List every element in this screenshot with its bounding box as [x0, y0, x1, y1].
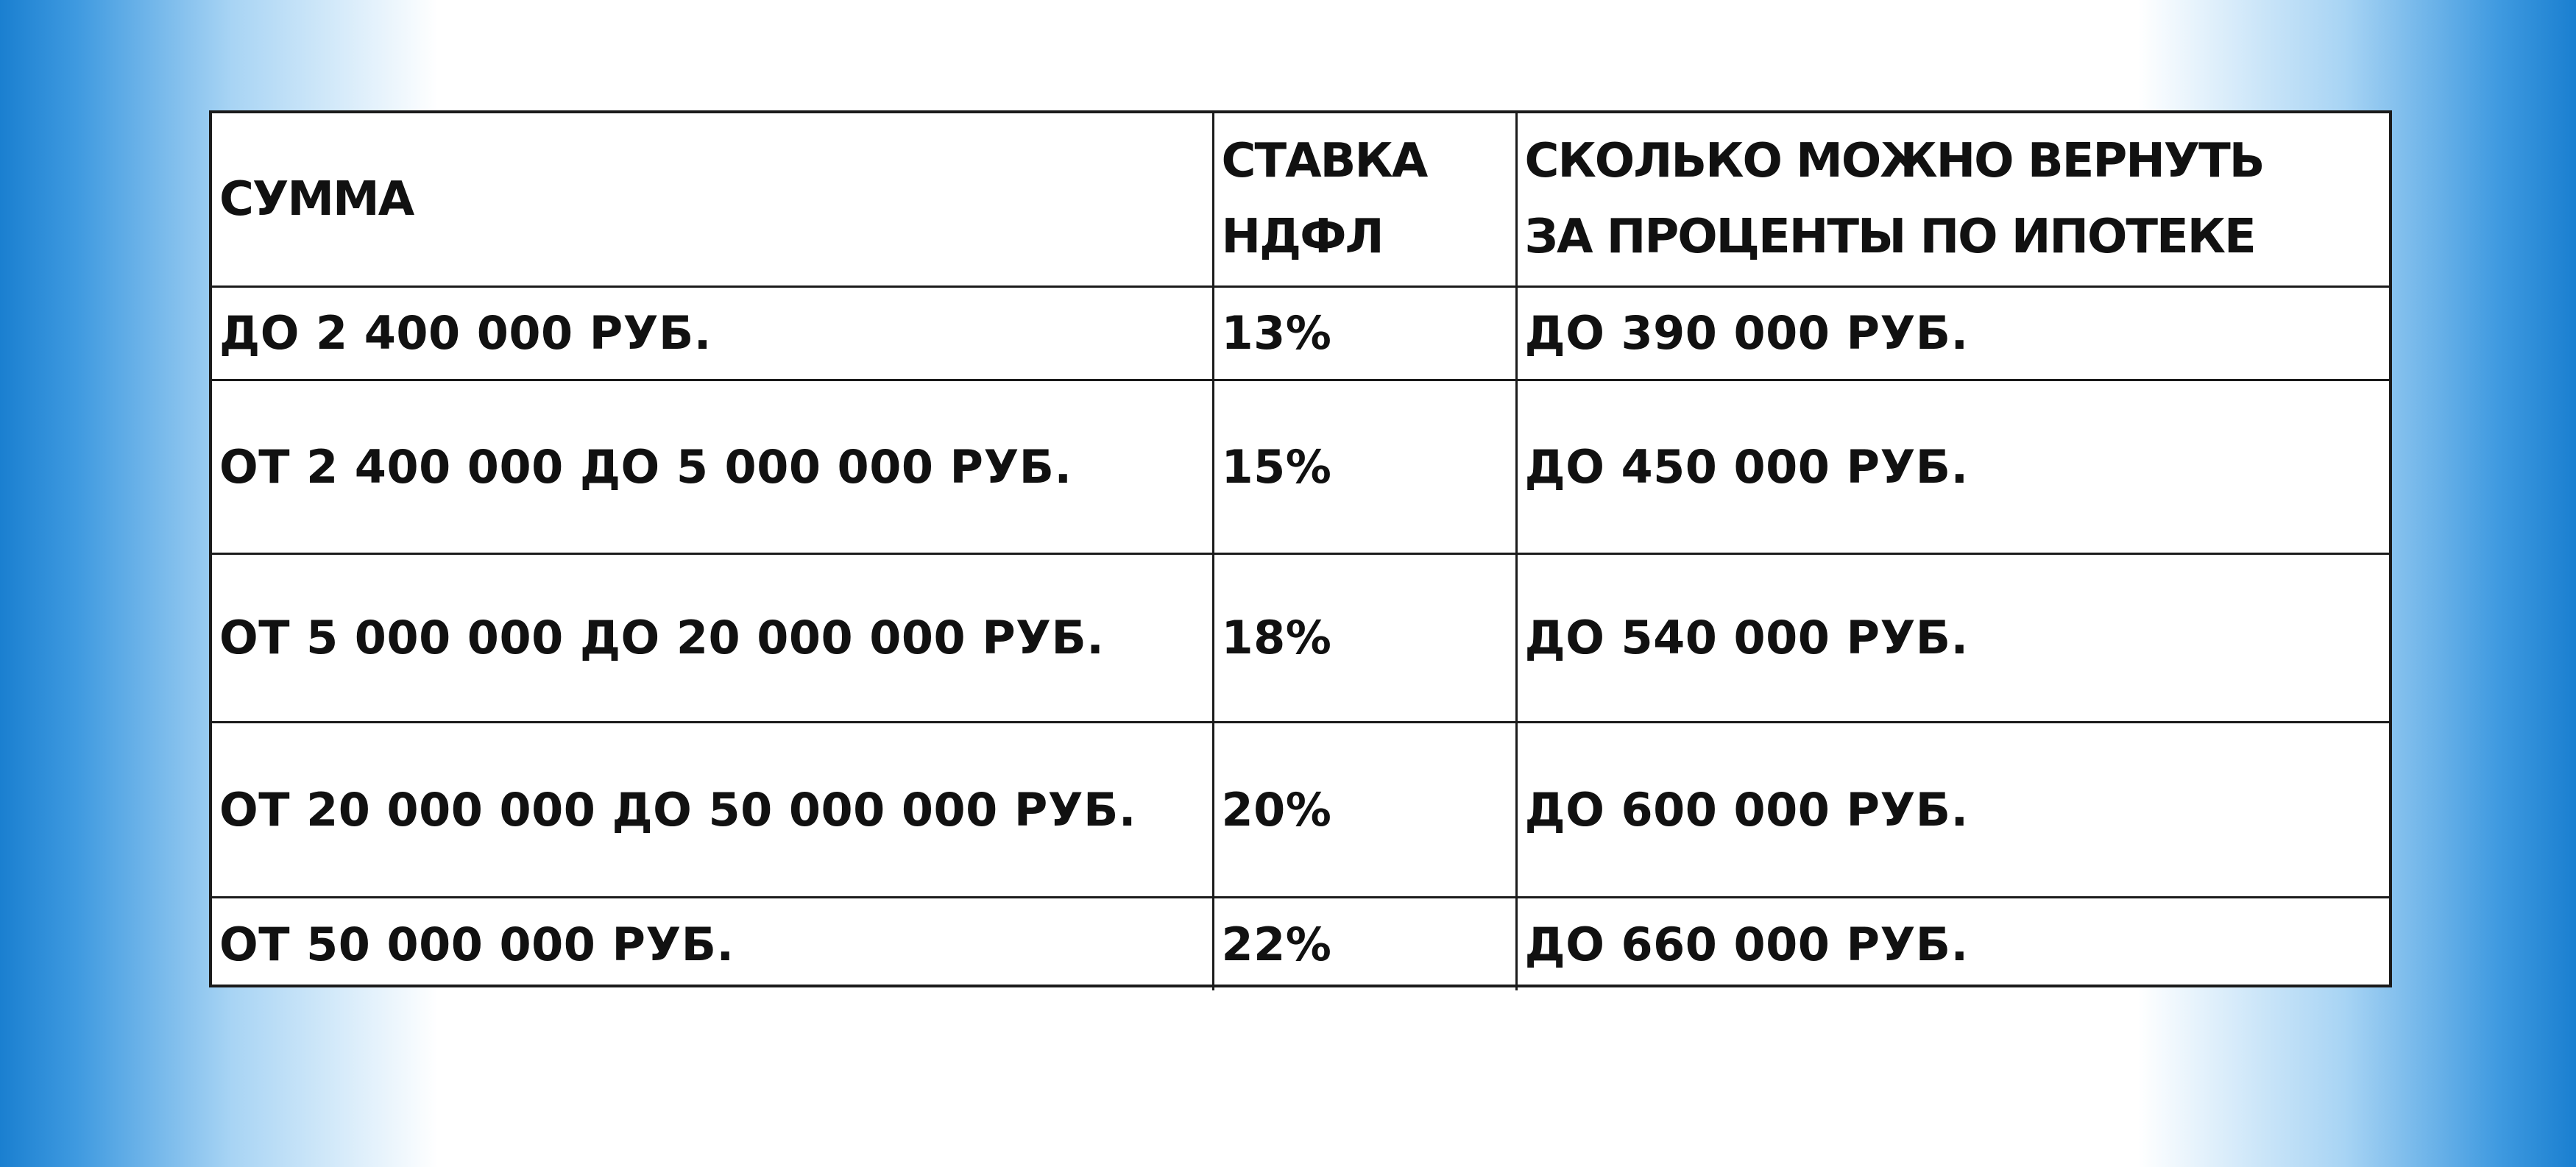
header-refund [1516, 113, 2389, 286]
cell-rate: 18% [1213, 553, 1516, 722]
cell-rate: 15% [1213, 380, 1516, 553]
cell-rate: 20% [1213, 722, 1516, 897]
cell-refund: ДО 540 000 РУБ. [1516, 553, 2389, 722]
table-row [212, 553, 2389, 722]
table-header-row [212, 113, 2389, 286]
cell-sum: ОТ 2 400 000 ДО 5 000 000 РУБ. [212, 380, 1213, 553]
cell-rate: 22% [1213, 897, 1516, 990]
cell-refund: ДО 450 000 РУБ. [1516, 380, 2389, 553]
cell-refund: ДО 390 000 РУБ. [1516, 286, 2389, 380]
header-rate [1213, 113, 1516, 286]
header-sum [212, 113, 1213, 286]
header-sum-label: СУММА [219, 171, 414, 227]
cell-refund: ДО 600 000 РУБ. [1516, 722, 2389, 897]
cell-sum: ОТ 20 000 000 ДО 50 000 000 РУБ. [212, 722, 1213, 897]
table-row [212, 380, 2389, 553]
cell-rate: 13% [1213, 286, 1516, 380]
header-rate-line1: СТАВКА [1221, 134, 1427, 189]
cell-sum: ОТ 5 000 000 ДО 20 000 000 РУБ. [212, 553, 1213, 722]
tax-table-container [209, 110, 2392, 987]
header-refund-line1: СКОЛЬКО МОЖНО ВЕРНУТЬ [1524, 134, 2264, 189]
header-rate-line2: НДФЛ [1221, 209, 1383, 264]
tax-deduction-table [212, 113, 2389, 990]
cell-refund: ДО 660 000 РУБ. [1516, 897, 2389, 990]
header-refund-line2: ЗА ПРОЦЕНТЫ ПО ИПОТЕКЕ [1524, 209, 2255, 264]
table-row [212, 897, 2389, 990]
table-row [212, 286, 2389, 380]
cell-sum: ОТ 50 000 000 РУБ. [212, 897, 1213, 990]
table-row [212, 722, 2389, 897]
cell-sum: ДО 2 400 000 РУБ. [212, 286, 1213, 380]
